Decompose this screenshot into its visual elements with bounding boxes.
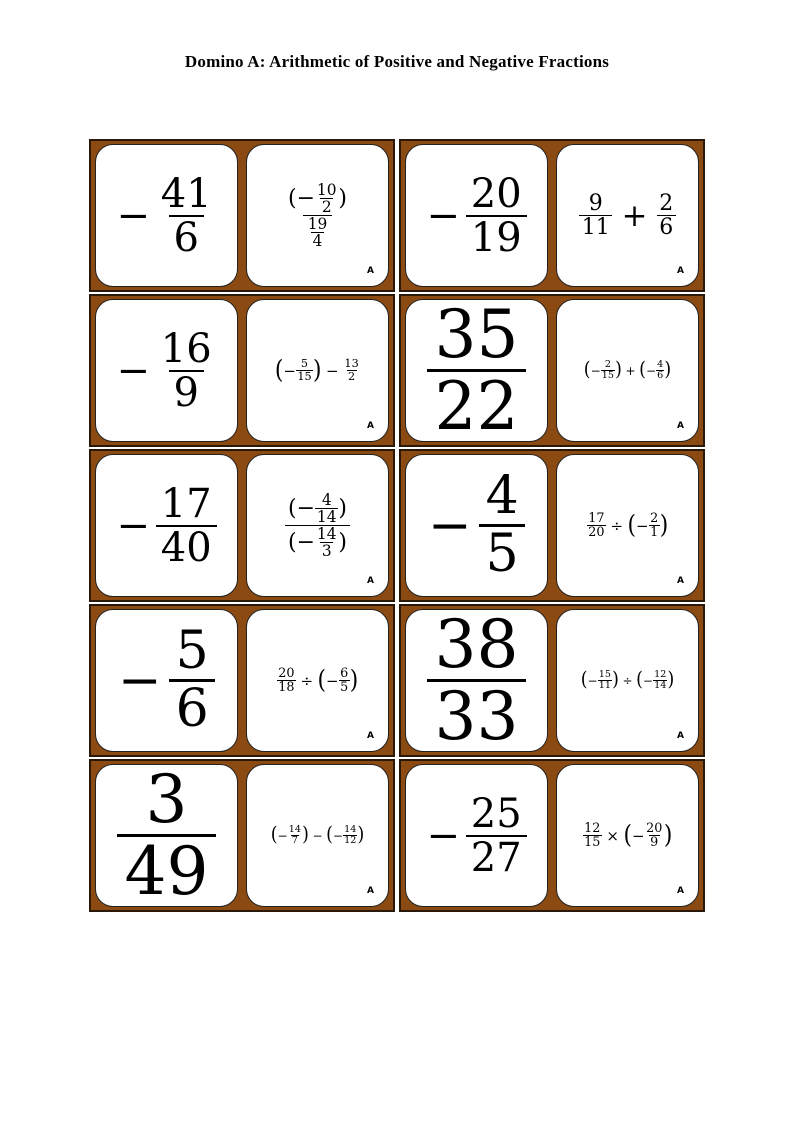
operator: × — [606, 826, 619, 845]
domino-face — [405, 295, 548, 445]
set-mark: A — [367, 576, 374, 586]
domino-face — [405, 144, 548, 287]
answer-fraction — [116, 480, 216, 571]
denominator: 18 — [278, 680, 295, 695]
domino-card — [89, 449, 395, 602]
denominator: 20 — [588, 525, 605, 540]
set-mark: A — [677, 576, 684, 586]
numerator: 17 — [588, 510, 605, 526]
sign: − — [426, 812, 460, 859]
domino-face — [95, 144, 238, 287]
numerator: 13 — [344, 357, 359, 371]
domino-card — [399, 604, 705, 757]
numerator: 15 — [598, 668, 611, 680]
domino-answer-half — [91, 451, 242, 600]
question-expression: ( − $\frac{15}{11}$ ) ÷ ( − $\frac{12}{14}$ ) — [580, 668, 675, 692]
denominator: 9 — [650, 835, 659, 850]
numerator: 6 — [340, 665, 349, 681]
set-mark: A — [367, 886, 374, 896]
set-mark: A — [677, 886, 684, 896]
numerator: 17 — [160, 480, 212, 527]
domino-card — [89, 294, 395, 447]
denominator: 9 — [169, 370, 204, 414]
domino-question-half — [552, 606, 703, 755]
numerator: 14 — [344, 823, 357, 835]
domino-card — [89, 604, 395, 757]
sign: − — [118, 650, 162, 711]
numerator: 10 — [316, 180, 337, 199]
numerator: 25 — [470, 790, 522, 837]
domino-face — [556, 609, 699, 752]
question-expression: $\frac{17}{20}$ ÷ ( − $\frac{2}{1}$ ) — [588, 510, 669, 540]
domino-question-half — [242, 296, 393, 445]
domino-card — [399, 449, 705, 602]
answer-fraction — [426, 790, 526, 881]
denominator: 11 — [579, 215, 612, 239]
numerator: 2 — [659, 190, 674, 216]
numerator: 2 — [650, 510, 659, 526]
domino-face — [405, 454, 548, 597]
denominator: 40 — [156, 525, 217, 569]
denominator: 2 — [321, 197, 332, 216]
question-expression — [579, 192, 676, 239]
operator: + — [621, 197, 648, 234]
denominator: 7 — [291, 835, 298, 846]
numerator: 14 — [288, 823, 301, 835]
domino-question-half — [242, 141, 393, 290]
denominator: 2 — [348, 370, 356, 383]
numerator: 4 — [321, 490, 332, 509]
denominator: 49 — [117, 834, 217, 906]
domino-face — [95, 609, 238, 752]
domino-answer-half — [401, 606, 552, 755]
question-expression: ( − $\frac{2}{15}$ ) + ( − $\frac{4}{6}$ ) — [583, 358, 672, 382]
numerator: 9 — [588, 190, 603, 216]
denominator: 1 — [650, 525, 659, 540]
operator: ÷ — [622, 673, 633, 688]
numerator: 35 — [434, 295, 519, 373]
domino-face — [556, 299, 699, 442]
denominator: 15 — [584, 835, 601, 850]
numerator: 20 — [470, 170, 522, 217]
numerator: 14 — [316, 525, 337, 543]
denominator: 15 — [297, 370, 312, 383]
question-expression: ( − $\frac{4}{14}$ ) ( − $\frac{14}{3}$ ) — [285, 492, 349, 560]
domino-face — [246, 144, 389, 287]
answer-fraction — [118, 621, 215, 739]
numerator: 19 — [307, 215, 328, 233]
domino-answer-half — [91, 761, 242, 910]
operator: ÷ — [300, 671, 314, 690]
denominator: 5 — [340, 680, 349, 695]
domino-face — [246, 764, 389, 907]
denominator: 15 — [601, 370, 614, 381]
set-mark: A — [677, 266, 684, 276]
domino-answer-half — [401, 451, 552, 600]
question-expression: $\frac{12}{15}$ × ( − $\frac{20}{9}$ ) — [584, 820, 673, 850]
numerator: 5 — [300, 357, 309, 371]
set-mark: A — [677, 731, 684, 741]
domino-face — [246, 454, 389, 597]
set-mark: A — [677, 421, 684, 431]
page-title: Domino A: Arithmetic of Positive and Negative Fractions — [184, 52, 610, 71]
sign: − — [426, 192, 460, 239]
numerator: 3 — [145, 760, 188, 838]
domino-face — [95, 760, 238, 910]
numerator: 4 — [485, 466, 519, 527]
numerator: 20 — [646, 820, 663, 836]
operator: − — [312, 828, 323, 843]
domino-question-half — [552, 761, 703, 910]
domino-question-half — [242, 451, 393, 600]
operator: + — [625, 363, 636, 378]
domino-face — [556, 764, 699, 907]
operator: ÷ — [610, 516, 624, 535]
domino-answer-half — [91, 296, 242, 445]
denominator: 3 — [321, 542, 332, 561]
domino-answer-half — [401, 141, 552, 290]
domino-face — [405, 764, 548, 907]
sign: − — [116, 347, 150, 394]
numerator: 20 — [278, 665, 295, 681]
denominator: 22 — [427, 369, 527, 441]
denominator: 33 — [427, 679, 527, 751]
numerator: 2 — [604, 358, 611, 370]
denominator: 14 — [654, 680, 667, 691]
answer-fraction — [116, 170, 216, 261]
sign: − — [116, 192, 150, 239]
numerator: 12 — [654, 668, 667, 680]
numerator: 12 — [584, 820, 601, 836]
domino-face — [95, 299, 238, 442]
domino-card — [399, 294, 705, 447]
domino-grid — [89, 139, 705, 912]
denominator: 14 — [316, 507, 337, 526]
domino-answer-half — [401, 761, 552, 910]
domino-card — [399, 759, 705, 912]
numerator: 4 — [657, 358, 664, 370]
denominator: 27 — [466, 835, 527, 879]
answer-fraction — [117, 760, 217, 910]
answer-fraction — [428, 466, 525, 584]
question-expression: ( − $\frac{14}{7}$ ) − ( − $\frac{14}{12}$ ) — [270, 823, 365, 847]
denominator: 4 — [312, 232, 323, 251]
sign: − — [116, 502, 150, 549]
denominator: 19 — [466, 215, 527, 259]
set-mark: A — [367, 266, 374, 276]
set-mark: A — [367, 421, 374, 431]
domino-card — [89, 139, 395, 292]
domino-face — [556, 144, 699, 287]
numerator: 38 — [434, 605, 519, 683]
domino-question-half — [242, 761, 393, 910]
denominator: 6 — [169, 679, 215, 737]
denominator: 6 — [657, 215, 676, 239]
numerator: 41 — [160, 170, 212, 217]
answer-fraction — [116, 325, 216, 416]
domino-face — [405, 605, 548, 755]
answer-fraction — [427, 295, 527, 445]
domino-face — [95, 454, 238, 597]
denominator: 11 — [598, 680, 611, 691]
domino-card — [399, 139, 705, 292]
domino-question-half — [242, 606, 393, 755]
numerator: 16 — [160, 325, 212, 372]
denominator: 5 — [479, 524, 525, 582]
domino-question-half — [552, 141, 703, 290]
domino-answer-half — [91, 141, 242, 290]
domino-question-half — [552, 296, 703, 445]
denominator: 6 — [169, 215, 204, 259]
domino-face — [556, 454, 699, 597]
question-expression: ( − $\frac{5}{15}$ ) − $\frac{13}{2}$ — [274, 355, 359, 385]
set-mark: A — [367, 731, 374, 741]
domino-card — [89, 759, 395, 912]
answer-fraction — [427, 605, 527, 755]
domino-face — [246, 299, 389, 442]
domino-question-half — [552, 451, 703, 600]
domino-face — [246, 609, 389, 752]
denominator: 6 — [657, 370, 664, 381]
domino-answer-half — [401, 296, 552, 445]
domino-answer-half — [91, 606, 242, 755]
question-expression: ( − $\frac{10}{2}$ ) $\frac{19}{4}$ — [288, 180, 347, 251]
question-expression: $\frac{20}{18}$ ÷ ( − $\frac{6}{5}$ ) — [278, 665, 359, 695]
operator: − — [326, 361, 339, 380]
sign: − — [428, 495, 472, 556]
numerator: 5 — [175, 621, 209, 682]
answer-fraction — [426, 170, 526, 261]
denominator: 12 — [344, 835, 357, 846]
